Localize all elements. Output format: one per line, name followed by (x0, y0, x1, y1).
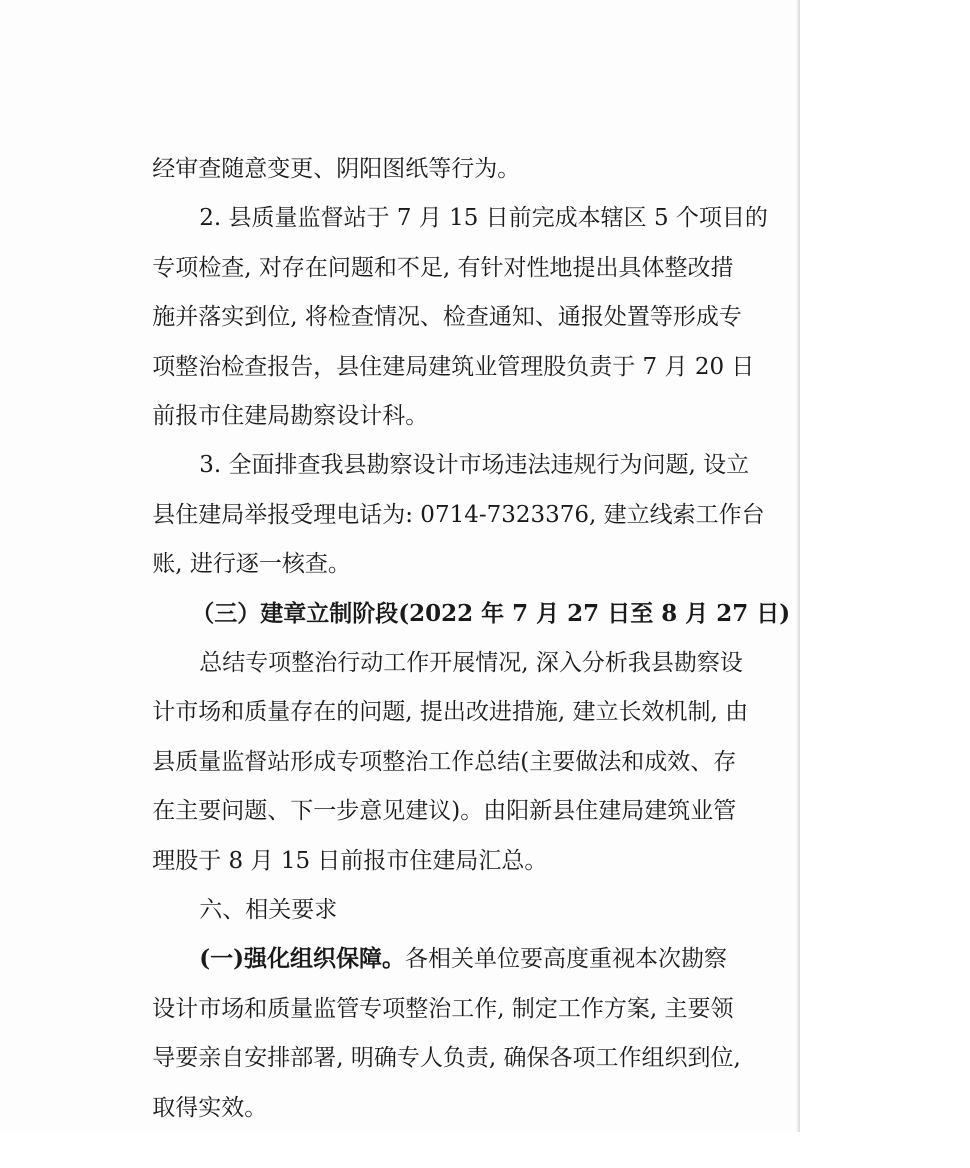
text-line (0, 405, 970, 478)
text-line (0, 504, 923, 577)
line-text: 计市场和质量存在的问题, 提出改进措施, 建立长效机制, 由 (152, 699, 749, 725)
section-heading (0, 554, 962, 627)
bold-lead: （三）建章立制阶段(2022 年 7 月 27 日至 8 月 27 日) (191, 600, 791, 627)
text-line (0, 208, 923, 281)
text-line (0, 158, 970, 231)
section-heading (0, 850, 970, 923)
line-text: 县质量监督站形成专项整治工作总结(主要做法和成效、存 (152, 749, 737, 775)
line-text: 专项检查, 对存在问题和不足, 有针对性地提出具体整改措 (152, 255, 734, 281)
text-line (0, 257, 923, 330)
line-text: 3. 全面排查我县勘察设计市场违法违规行为问题, 设立 (199, 452, 750, 478)
line-text: 经审查随意变更、阴阳图纸等行为。 (152, 156, 521, 182)
line-text: 在主要问题、下一步意见建议)。由阳新县住建局建筑业管 (152, 798, 737, 824)
text-line (0, 751, 923, 824)
text-line (0, 455, 923, 528)
line-text: 理股于 8 月 15 日前报市住建局汇总。 (152, 848, 548, 874)
line-text: 前报市住建局勘察设计科。 (152, 403, 429, 429)
line-text: 各相关单位要高度重视本次勘察 (405, 946, 728, 972)
line-text: 六、相关要求 (199, 897, 338, 923)
line-text: 县住建局举报受理电话为: 0714-7323376, 建立线索工作台 (152, 502, 765, 528)
text-line (0, 702, 923, 775)
text-line (0, 899, 970, 972)
line-text: 施并落实到位, 将检查情况、检查通知、通报处置等形成专 (152, 304, 742, 330)
line-text: 导要亲自安排部署, 明确专人负责, 确保各项工作组织到位, (152, 1045, 741, 1071)
line-text: 账, 进行逐一核查。 (152, 551, 351, 577)
line-text: 项整治检查报告，县住建局建筑业管理股负责于 7 月 20 日 (152, 354, 755, 380)
text-line (0, 652, 923, 725)
text-line (0, 801, 923, 874)
text-line (0, 307, 923, 380)
text-line (0, 949, 923, 1022)
text-line (0, 1048, 923, 1121)
line-text: 设计市场和质量监管专项整治工作, 制定工作方案, 主要领 (152, 996, 734, 1022)
line-text: 取得实效。 (152, 1095, 268, 1121)
line-text: 2. 县质量监督站于 7 月 15 日前完成本辖区 5 个项目的 (199, 205, 768, 231)
text-line (0, 356, 923, 429)
bold-lead: (一)强化组织保障。 (199, 945, 406, 972)
scan-edge-shadow (796, 0, 800, 1132)
text-line (0, 998, 923, 1071)
text-line (0, 109, 923, 182)
line-text: 总结专项整治行动工作开展情况, 深入分析我县勘察设 (199, 650, 743, 676)
text-line (0, 603, 970, 676)
